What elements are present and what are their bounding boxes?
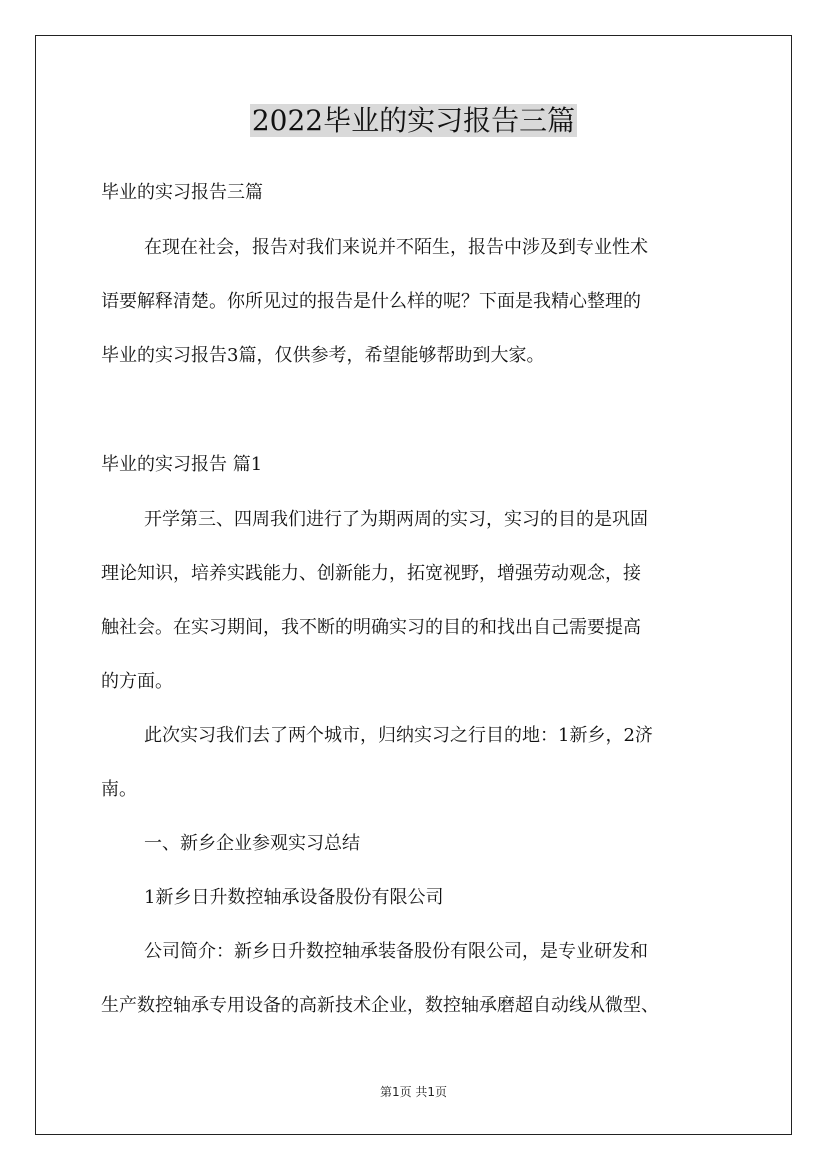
section-heading: 毕业的实习报告 篇1	[101, 454, 263, 475]
intro-line-3: 毕业的实习报告3篇，仅供参考，希望能够帮助到大家。	[101, 345, 545, 366]
para1-line-4: 的方面。	[101, 671, 173, 692]
document-subtitle: 毕业的实习报告三篇	[101, 182, 263, 203]
para1-line-2: 理论知识，培养实践能力、创新能力，拓宽视野，增强劳动观念，接	[101, 563, 641, 584]
document-title	[0, 100, 827, 142]
subheading-xinxiang: 一、新乡企业参观实习总结	[144, 833, 360, 854]
para3-line-1: 公司简介：新乡日升数控轴承装备股份有限公司，是专业研发和	[144, 941, 648, 962]
intro-line-2: 语要解释清楚。你所见过的报告是什么样的呢？下面是我精心整理的	[101, 291, 641, 312]
intro-line-1: 在现在社会，报告对我们来说并不陌生，报告中涉及到专业性术	[144, 237, 648, 258]
para2-line-1: 此次实习我们去了两个城市，归纳实习之行目的地：1新乡，2济	[144, 725, 653, 746]
para1-line-1: 开学第三、四周我们进行了为期两周的实习，实习的目的是巩固	[144, 509, 648, 530]
company-heading: 1新乡日升数控轴承设备股份有限公司	[144, 887, 444, 908]
para2-line-2: 南。	[101, 779, 137, 800]
document-title-text: 2022毕业的实习报告三篇	[251, 104, 576, 137]
para1-line-3: 触社会。在实习期间，我不断的明确实习的目的和找出自己需要提高	[101, 617, 641, 638]
page-footer: 第1页 共1页	[379, 1085, 448, 1099]
para3-line-2: 生产数控轴承专用设备的高新技术企业，数控轴承磨超自动线从微型、	[101, 995, 659, 1016]
